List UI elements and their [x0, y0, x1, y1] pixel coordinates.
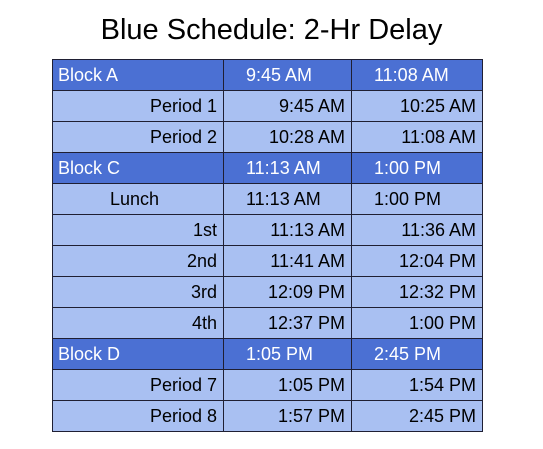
block-label: Block D: [53, 339, 224, 370]
end-time: 11:08 AM: [352, 122, 483, 153]
end-time: 12:32 PM: [352, 277, 483, 308]
schedule-title: Blue Schedule: 2-Hr Delay: [100, 14, 443, 46]
lunch-row: [53, 184, 483, 215]
start-time: 1:05 PM: [224, 339, 352, 370]
block-label: Block C: [53, 153, 224, 184]
end-time: 11:36 AM: [352, 215, 483, 246]
start-time: 10:28 AM: [224, 122, 352, 153]
period-8-row: [53, 401, 483, 432]
end-time: 10:25 AM: [352, 91, 483, 122]
block-label: Block A: [53, 60, 224, 91]
start-time: 1:05 PM: [224, 370, 352, 401]
end-time: 12:04 PM: [352, 246, 483, 277]
period-1-row: [53, 91, 483, 122]
lunch-period-label: 3rd: [53, 277, 224, 308]
lunch-period-label: 4th: [53, 308, 224, 339]
block-c-row: [53, 153, 483, 184]
lunch-2nd-row: [53, 246, 483, 277]
start-time: 11:13 AM: [224, 184, 352, 215]
start-time: 1:57 PM: [224, 401, 352, 432]
period-label: Period 7: [53, 370, 224, 401]
end-time: 1:54 PM: [352, 370, 483, 401]
end-time: 2:45 PM: [352, 401, 483, 432]
period-label: Period 2: [53, 122, 224, 153]
start-time: 12:37 PM: [224, 308, 352, 339]
lunch-period-label: 1st: [53, 215, 224, 246]
block-d-row: [53, 339, 483, 370]
end-time: 1:00 PM: [352, 184, 483, 215]
lunch-4th-row: [53, 308, 483, 339]
period-label: Period 8: [53, 401, 224, 432]
lunch-label: Lunch: [53, 184, 224, 215]
lunch-1st-row: [53, 215, 483, 246]
lunch-period-label: 2nd: [53, 246, 224, 277]
start-time: 9:45 AM: [224, 60, 352, 91]
period-label: Period 1: [53, 91, 224, 122]
end-time: 11:08 AM: [352, 60, 483, 91]
schedule-table: [52, 59, 483, 432]
start-time: 9:45 AM: [224, 91, 352, 122]
end-time: 2:45 PM: [352, 339, 483, 370]
start-time: 11:13 AM: [224, 153, 352, 184]
period-7-row: [53, 370, 483, 401]
period-2-row: [53, 122, 483, 153]
start-time: 11:41 AM: [224, 246, 352, 277]
start-time: 11:13 AM: [224, 215, 352, 246]
end-time: 1:00 PM: [352, 308, 483, 339]
lunch-3rd-row: [53, 277, 483, 308]
start-time: 12:09 PM: [224, 277, 352, 308]
end-time: 1:00 PM: [352, 153, 483, 184]
block-a-row: [53, 60, 483, 91]
